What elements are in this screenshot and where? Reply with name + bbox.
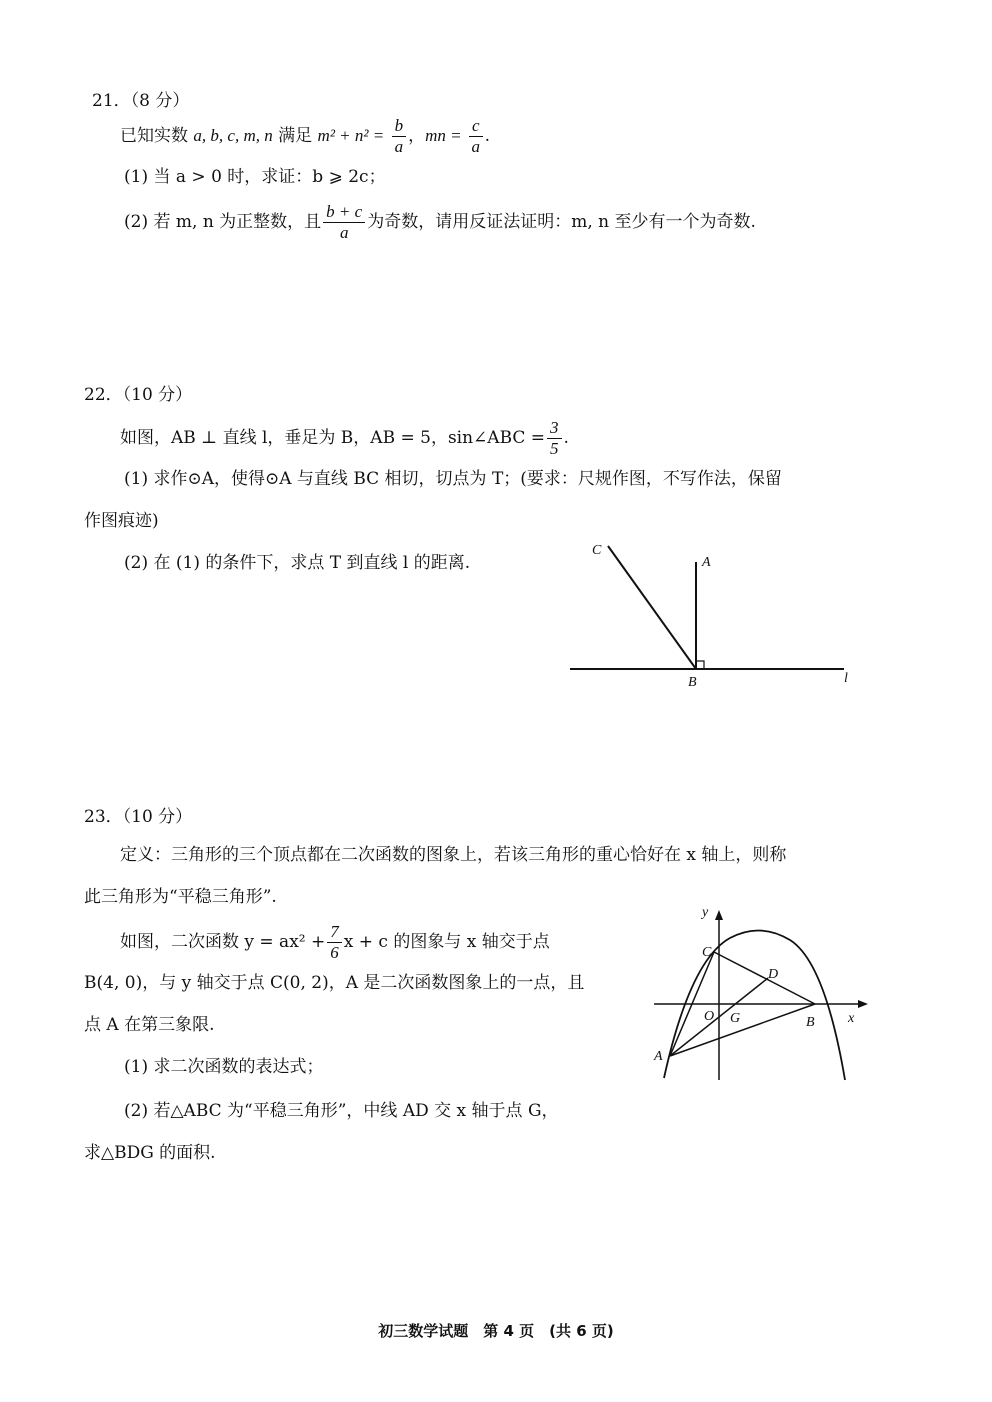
- q23-statement: 如图，二次函数 y = ax² + $\frac{7}{6}$ x + c 的图象与 x 轴交于点: [120, 922, 550, 962]
- q22-part1-continued: 作图痕迹): [84, 511, 159, 531]
- label-y: y: [702, 905, 709, 920]
- label-A: A: [702, 555, 711, 570]
- q23-statement-line3: 点 A 在第三象限.: [84, 1015, 215, 1035]
- fraction-b-over-a: $\frac{b}{a}$: [392, 116, 407, 157]
- q22-part1: (1) 求作⊙A，使得⊙A 与直线 BC 相切，切点为 T；(要求：尺规作图，不写作法，保留: [124, 469, 782, 489]
- fraction-3-over-5: $\frac{3}{5}$: [547, 418, 562, 459]
- ray-BC: [608, 546, 696, 669]
- q22-header: 22．（10 分）: [84, 385, 193, 405]
- q21-part2: (2) 若 m, n 为正整数，且 $\frac{b + c}{a}$ 为奇数，请用反证法证明：m, n 至少有一个为奇数.: [124, 202, 756, 242]
- q23-header: 23．（10 分）: [84, 807, 193, 827]
- label-C: C: [702, 945, 712, 960]
- label-C: C: [592, 543, 602, 558]
- q23-statement-line2: B(4, 0)，与 y 轴交于点 C(0, 2)，A 是二次函数图象上的一点，且: [84, 973, 585, 993]
- segment-AB: [670, 1004, 815, 1056]
- right-angle-mark: [696, 661, 704, 669]
- y-axis-arrow: [715, 910, 723, 920]
- q21-part1: (1) 当 a > 0 时，求证：b ⩾ 2c；: [124, 167, 386, 187]
- label-D: D: [768, 967, 779, 982]
- label-x: x: [848, 1011, 855, 1026]
- q23-definition: 定义：三角形的三个顶点都在二次函数的图象上，若该三角形的重心恰好在 x 轴上，则称: [120, 845, 787, 865]
- label-B: B: [806, 1015, 815, 1030]
- fraction-c-over-a: $\frac{c}{a}$: [469, 116, 483, 157]
- q22-figure: [560, 530, 870, 700]
- q22-statement: 如图，AB ⊥ 直线 l，垂足为 B，AB = 5，sin∠ABC = $\frac{3}{5}$ .: [120, 418, 569, 458]
- q23-part2-continued: 求△BDG 的面积.: [84, 1143, 216, 1163]
- q23-part2: (2) 若△ABC 为“平稳三角形”，中线 AD 交 x 轴于点 G，: [124, 1101, 559, 1121]
- label-O: O: [704, 1009, 715, 1024]
- q21-statement: 已知实数 a, b, c, m, n 满足 m² + n² = $\frac{b}{a}$ ，mn = $\frac{c}{a}$ .: [120, 116, 490, 156]
- fraction-7-over-6: $\frac{7}{6}$: [327, 922, 342, 963]
- q23-definition-continued: 此三角形为“平稳三角形”.: [84, 887, 277, 907]
- q23-figure: [650, 900, 880, 1090]
- label-G: G: [730, 1011, 741, 1026]
- fraction-bc-over-a: $\frac{b + c}{a}$: [323, 202, 365, 243]
- page-footer: 初三数学试题 第 4 页 (共 6 页): [378, 1322, 614, 1340]
- q23-part1: (1) 求二次函数的表达式；: [124, 1057, 324, 1077]
- label-B: B: [688, 675, 697, 690]
- label-l: l: [844, 671, 848, 686]
- segment-CB: [714, 952, 815, 1004]
- x-axis-arrow: [858, 1000, 868, 1008]
- q22-part2: (2) 在 (1) 的条件下，求点 T 到直线 l 的距离.: [124, 553, 471, 573]
- label-A: A: [654, 1049, 663, 1064]
- q21-header: 21．（8 分）: [92, 91, 190, 111]
